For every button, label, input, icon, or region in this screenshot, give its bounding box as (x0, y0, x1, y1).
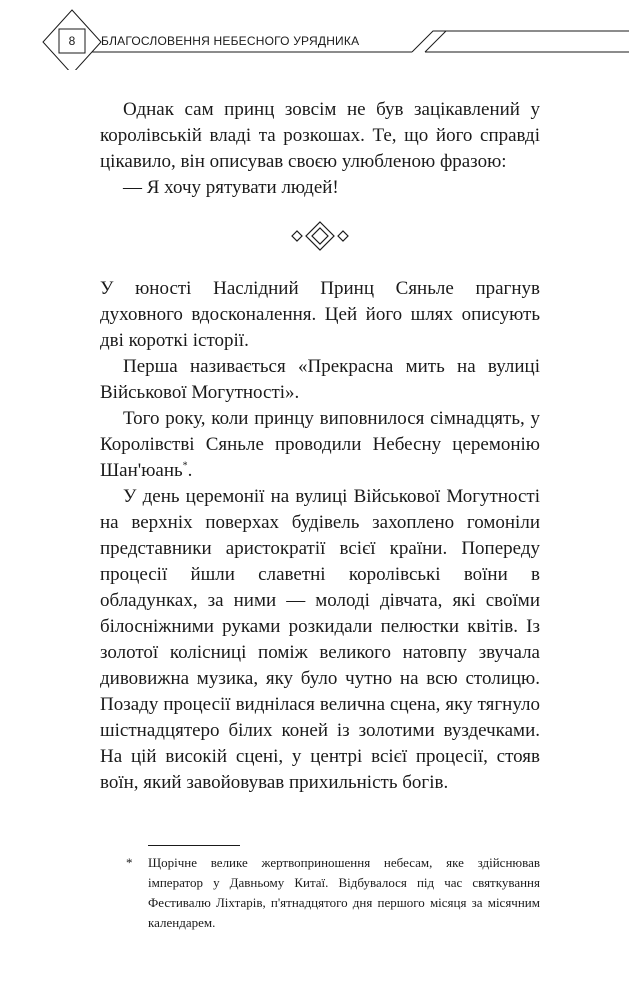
paragraph-5 (100, 406, 540, 484)
diamond-ornament-icon (100, 220, 540, 252)
paragraph-4: Перша називається «Прекрасна мить на вулиці Військової Могутності». (100, 356, 540, 403)
footnote-reference: * (182, 460, 188, 472)
paragraph-6: У день церемонії на вулиці Військової Могутності на верхніх поверхах будівель захоплено гомоніли представники аристократії всієї країни. Попереду процесії йшли славетні королівські воїни в обладунках, за ними — молоді дівчата, які своїми білосніжними руками розкидали пелюстки квітів. Із золотої колісниці поміж великого натовпу звучала дивовижна музика, яку було чутно на всю столицю. Позаду процесії виднілася велична сцена, яку тягнуло шістнадцятеро білих коней із золотими вуздечками. На цій високій сцені, у центрі всієї процесії, стояв воїн, який завойовував прихильність богів. (100, 486, 540, 793)
paragraph-2-dialogue: — Я хочу рятувати людей! (123, 177, 339, 198)
paragraph-3: У юності Наслідний Принц Сяньле прагнув духовного вдосконалення. Цей його шлях описують дві короткі історії. (100, 278, 540, 351)
footnote-mark: * (126, 855, 133, 870)
footnote (126, 853, 540, 933)
footnote-divider (148, 845, 240, 846)
body-text (100, 97, 540, 796)
running-title: БЛАГОСЛОВЕННЯ НЕБЕСНОГО УРЯДНИКА (101, 34, 360, 48)
paragraph-1: Однак сам принц зовсім не був зацікавлений у королівській владі та розкошах. Те, що його справді цікавило, він описував своєю улюбленою фразою: (100, 99, 540, 172)
paragraph-5-text: Того року, коли принцу виповнилося сімнадцять, у Королівстві Сяньле проводили Небесну церемонію Шан'юань (100, 408, 540, 481)
footnote-text: Щорічне велике жертвоприношення небесам, яке здійснював імператор у Давньому Китаї. Відбувалося під час святкування Фестивалю Ліхтарів, п'ятнадцятого дня першого місяця за місячним календарем. (148, 855, 540, 930)
page-number: 8 (68, 34, 76, 48)
paragraph-5-end: . (187, 460, 193, 481)
